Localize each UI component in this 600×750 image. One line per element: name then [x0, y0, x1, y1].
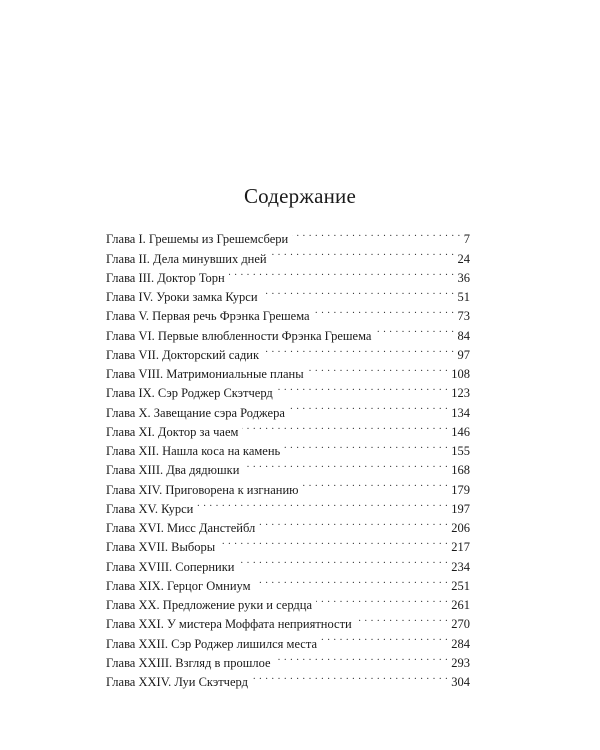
page-number: 51	[457, 290, 470, 304]
page-number: 261	[451, 598, 470, 612]
page-number: 234	[451, 559, 470, 574]
dot-leader	[356, 609, 449, 628]
dot-leader	[308, 359, 449, 378]
page-number: 251	[451, 578, 470, 593]
page-number: 168	[451, 463, 470, 478]
chapter-title: Глава XXI. У мистера Моффата неприятности	[106, 617, 352, 632]
dot-leader	[271, 243, 455, 262]
page-number: 24	[457, 251, 470, 266]
chapter-title: Глава III. Доктор Торн	[106, 270, 225, 285]
dot-leader	[255, 571, 449, 590]
page-number: 304	[451, 675, 470, 689]
page-number: 73	[457, 309, 470, 324]
chapter-title: Глава XI. Доктор за чаем	[106, 424, 239, 439]
dot-leader	[242, 417, 448, 436]
chapter-title: Глава IV. Уроки замка Курси	[106, 290, 258, 304]
dot-leader	[284, 436, 448, 455]
page-number: 197	[451, 501, 470, 516]
page-number: 155	[451, 444, 470, 458]
dot-leader	[262, 282, 455, 301]
chapter-title: Глава XXIV. Луи Скэтчерд	[106, 675, 248, 689]
chapter-title: Глава VII. Докторский садик	[106, 347, 260, 362]
page-number: 179	[451, 482, 470, 497]
dot-leader	[292, 224, 461, 243]
chapter-title: Глава XX. Предложение руки и сердца	[106, 598, 313, 612]
dot-leader	[277, 378, 448, 397]
toc-entry	[106, 224, 470, 247]
dot-leader	[289, 397, 448, 416]
chapter-title: Глава XIII. Два дядюшки	[106, 463, 240, 478]
chapter-title: Глава V. Первая речь Фрэнка Грешема	[106, 309, 310, 324]
chapter-title: Глава XVI. Мисс Данстейбл	[106, 521, 256, 535]
chapter-title: Глава XV. Курси	[106, 501, 194, 516]
page-number: 217	[451, 540, 470, 555]
chapter-title: Глава XIV. Приговорена к изгнанию	[106, 482, 299, 497]
chapter-title: Глава XVIII. Соперники	[106, 559, 235, 574]
page-number: 270	[451, 617, 470, 632]
page-number: 84	[457, 328, 470, 343]
chapter-title: Глава VI. Первые влюбленности Фрэнка Грешема	[106, 328, 372, 343]
page-number: 123	[451, 386, 470, 401]
dot-leader	[303, 474, 449, 493]
dot-leader	[321, 628, 448, 647]
dot-leader	[239, 551, 449, 570]
page-number: 134	[451, 405, 470, 420]
chapter-title: Глава X. Завещание сэра Роджера	[106, 405, 285, 420]
chapter-title: Глава XII. Нашла коса на камень	[106, 444, 281, 458]
page-number: 36	[457, 270, 470, 285]
dot-leader	[259, 513, 448, 532]
dot-leader	[197, 494, 448, 513]
chapter-title: Глава II. Дела минувших дней	[106, 251, 267, 266]
dot-leader	[252, 667, 448, 686]
chapter-title: Глава I. Грешемы из Грешемсбери	[106, 232, 289, 247]
page-number: 108	[451, 367, 470, 381]
chapter-title: Глава IX. Сэр Роджер Скэтчерд	[106, 386, 273, 401]
chapter-title: Глава VIII. Матримониальные планы	[106, 367, 304, 381]
dot-leader	[275, 648, 449, 667]
dot-leader	[243, 455, 448, 474]
page-number: 206	[451, 521, 470, 535]
dot-leader	[375, 320, 454, 339]
chapter-title: Глава XVII. Выборы	[106, 540, 216, 555]
page-number: 97	[457, 347, 470, 362]
page-number: 7	[463, 232, 470, 247]
dot-leader	[219, 532, 448, 551]
table-of-contents	[106, 224, 470, 689]
page-number: 146	[451, 424, 470, 439]
chapter-title: Глава XIX. Герцог Омниум	[106, 578, 251, 593]
page-number: 284	[451, 636, 470, 651]
dot-leader	[229, 263, 455, 282]
dot-leader	[263, 340, 454, 359]
page-number: 293	[451, 655, 470, 670]
chapter-title: Глава XXIII. Взгляд в прошлое	[106, 655, 271, 670]
page-title: Содержание	[243, 184, 357, 208]
chapter-title: Глава XXII. Сэр Роджер лишился места	[106, 636, 318, 651]
dot-leader	[316, 590, 448, 609]
dot-leader	[314, 301, 455, 320]
